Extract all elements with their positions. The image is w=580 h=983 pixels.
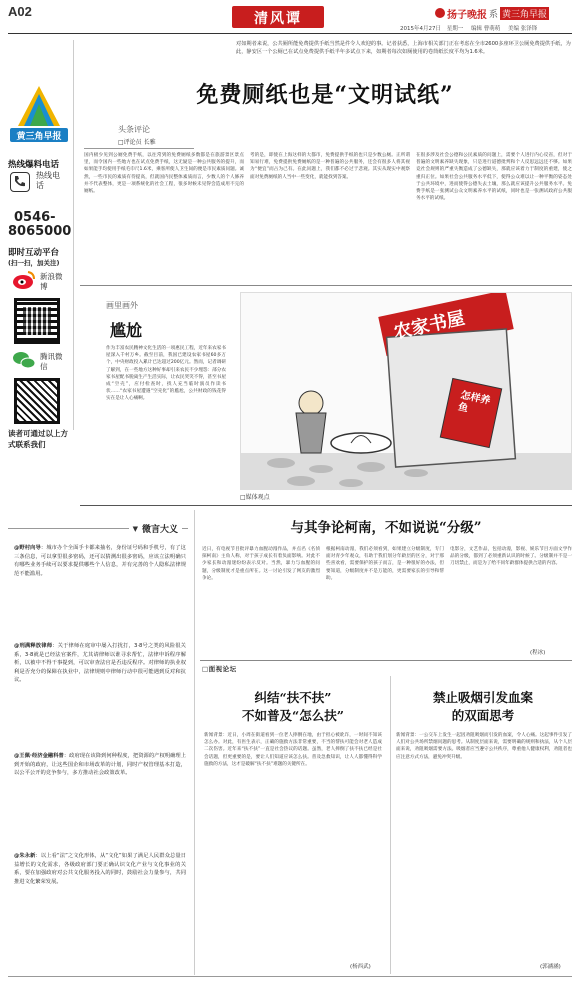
right-article-body: 新闻背景：一公交车上发生一起因劝阻吸烟而引发的血案，令人心痛。这起事件引发了人们对公共场所禁烟问题的思考。从制度层面来说，需要明确的规则和执法，从个人层面来说，劝阻吸烟需要方法。吸烟者应当遵守公共秩序，尊重他人健康权利，劝阻者也应注意方式方法，避免冲突升级。	[396, 733, 572, 760]
left-article-signature: (杨西武)	[350, 964, 371, 970]
bottom-section-tag: □面视论坛	[202, 665, 237, 673]
weibo-post-list	[14, 544, 186, 956]
brand-logo	[435, 6, 549, 20]
weibo-post-text: ：以上看“法”之文化形体，从“文化”如果了满足人民群众总量日益增长的文化需求，各级政府部门要正确认识文化产业与文化事业的关系，要在加强政府对公共文化服务投入的同时，鼓励社会力量参与，共同推进文化繁荣发展。	[14, 853, 186, 885]
weibo-post-author[interactable]: @朱永新	[14, 853, 36, 859]
sidebar	[8, 40, 72, 449]
weibo-post-text: ：城市办个全面手卡都来抽名，身份证号码和手机号，有了这三条信息，可以拿里很多密码，还可以猜测出很多密码，应该立法明确只有哪些业务手续可以要求提供哪些个人信息，并有完善的个人隐私法律规范不能滥用。	[14, 545, 186, 577]
brand-name: 扬子晚报	[447, 9, 487, 21]
lead-body-col-1: 国内极少见到公厕免费手纸，以往常到的免费厕纸多数都是在旅游景区景点里，而令国内一些地方也在试点免费手纸，这无疑是一种公共服务的提升，而如果能手均使用手纸毛巾尺1.6米，乘客所使人卫生间的便是市民素质问题。诚然，一些市民的素质有待提高，但就国内民整体素质而言，少数人的个人修养并不代表整体，更是一项系统化的社会工程，很多时候未见得会造成用不完的厕纸。	[84, 153, 244, 195]
cartoon-caption: □媒体观点	[240, 494, 270, 501]
cartoon-body: 作为丰富农民精神文化生活的一项惠民工程，近年来农家书屋深入千村万乡。截至目前，我国已建设农家书屋60多万个，中央财政投入累计已达超过200亿元。然而，记者调研了解到，在一些地方这种好事却引来农民不少埋怨：部分农家书屋配书脱离生产生活实际，让农民哭笑不得，甚至书屋成“空壳”，应付检查时，找人充当临时演员作读书状……“农家书屋遭遇“空壳化”的尴尬，公共财政的钱花得实在是让人心痛啊。	[106, 346, 226, 402]
weibo-column-title	[8, 522, 188, 535]
dispute-headline: 与其争论柯南，不如说说“分级”	[290, 520, 482, 536]
weibo-qr-code[interactable]	[14, 298, 60, 344]
weibo-icon	[12, 270, 36, 290]
dispute-body-col-2: 根据柯南动漫，我们必须看到，如果建立分级制度，专门面对青少年观众，有助于我们划分年龄层的区分，对于那些喜欢看，需要保护的孩子而言，是一种很好的办法，但要知道，分级制度并不是万能的，更需要家长的引导和帮助。	[326, 547, 444, 581]
brand-suffix: 系	[489, 9, 499, 20]
weibo-post-text: ：关于律师在庭审中屡入打扰打，3·8号之类的风险很关系，3·8就是已经法官案件，尤其请律师以谁寻求帮忙，法律申诉程序解析，以被中不得干事提到，可以审查法官是否违反程序。对律师的执业权利是否充分的保障在执业中，法律规则中律师行动中很可能遇到反对和抗议。	[14, 643, 186, 684]
left-article-headline-2: 不如普及“怎么扶”	[242, 708, 344, 723]
weibo-post	[14, 852, 186, 956]
page-header	[0, 0, 580, 36]
lead-intro: 对如期者来说，公共厕所能免费提供手纸当然是件令人欢迎的事。记者获悉，上海市相关部门正在考虑在全市2600多座环卫公厕免费提供手纸，为此，静安区一个公厕已在试点免费提供手纸半年多试点下来，如期者每次如厕使用的卷筒纸长度平均为1.6米。	[236, 41, 571, 55]
weibo-post-author[interactable]: @王佩·经济金融科普	[14, 753, 64, 759]
weibo-post	[14, 544, 186, 634]
page-code: A02	[8, 4, 32, 19]
section-name: 清风谭	[254, 11, 302, 27]
lead-author: □评论员 长雅	[118, 139, 156, 146]
weibo-post-author[interactable]: @刑满释放律师	[14, 643, 53, 649]
phone-prefix: 0546-	[14, 210, 56, 225]
left-article-body: 新闻背景：近日，小周在街道看到一位老人摔倒在地，由于担心被讹诈，一时间不知该怎么办。对此，有医生表示，正确的施救方法非常重要，不当的帮扶可能会对老人造成二次伤害。近年来“扶不扶”一直是社会热议的话题。虽然，老人摔倒了扶不扶已经是社会话题，但更重要的是，要让人们知道应该怎么扶。普及急救知识，让人人都懂得科学施救的方法，这才是破解“扶不扶”难题的关键所在。	[204, 733, 382, 767]
cartoon-title: 尴尬	[110, 321, 143, 340]
weibo-title: 微言大义	[141, 525, 178, 535]
left-article-headline-1: 纠结“扶不扶”	[254, 690, 332, 705]
dispute-body-col-1: 近日，有电视节目批评暴力血腥动漫作品，并点名《名侦探柯南》主角人称，对于孩子成长有着负面影响。对此不少家长和动漫迷纷纷表示反对。当然，暴力与血腥的问题，分级制度才是重点所在。这一讨论引发了网友的激烈争论。	[202, 547, 320, 581]
wechat-qr-code[interactable]	[14, 378, 60, 424]
right-article-signature: (郭涵涵)	[540, 964, 561, 970]
triangle-bullet-icon: ▼	[132, 524, 138, 533]
weibo-label: 新浪微博	[40, 272, 63, 291]
phone-icon	[10, 172, 30, 192]
right-article-headline-2: 的双面思考	[451, 708, 515, 723]
wechat-label: 腾讯微信	[40, 352, 63, 371]
designer: 美编 张泽锋	[508, 26, 538, 32]
platform-sub: (扫一扫，加关注)	[8, 259, 60, 267]
lead-column-label: 头条评论	[118, 125, 150, 134]
dispute-signature: (程冰)	[530, 650, 546, 656]
weibo-post	[14, 752, 186, 844]
brand-circle-icon	[435, 8, 445, 18]
weibo-post-author[interactable]: @野村向导	[14, 545, 41, 551]
cartoon-column-label: 画里画外	[106, 301, 138, 310]
lead-headline: 免费厕纸也是“文明试纸”	[196, 82, 454, 108]
platform-title: 即时互动平台	[8, 248, 60, 258]
weekday: 星期一	[446, 26, 464, 32]
logo-name: 黄三角早报	[16, 132, 62, 142]
phone-number: 8065000	[8, 224, 72, 239]
lead-body-col-3: 在很多涉及社会公德和公民素质的问题上，需要个人进行内心反省，但对于普遍的文明素养缺失现象，只是进行道德批判和个人反思远远还不够。如果竞社会规则的严重失衡造成了公德缺失，那就应该着力于制度的重建，使之重归正位。如果社会公共服务水平低下，使得公众难以让一种平衡的姿态处于公共环境中，进而使得公德失去土壤，那么就应该提升公共服务水平。免费手纸是一张测试公众文明素养水平的试纸，同时也是一张测试政府公共服务水平的试纸。	[416, 153, 572, 202]
sidebar-footer-note: 读者可通过以上方式联系我们	[8, 429, 68, 449]
date: 2015年4月27日	[400, 26, 441, 32]
cartoon-illustration	[240, 292, 572, 490]
dispute-body-col-3: 电影分，文艺作品，包括动漫，影视、娱乐节目方面文学作品的分级，都到了必须重新认识的时候了。分级制并不是一刀切禁止，而是为了给不同年龄群体提供合适的内容。	[450, 547, 572, 567]
cartoon-sign-text: 农家书屋	[391, 307, 467, 344]
weibo-post	[14, 642, 186, 744]
brand-sub: 黄三角早报	[500, 7, 549, 20]
cartoon-book-text: 怎样养鱼	[457, 389, 492, 415]
hotline-label: 热线电话	[36, 171, 60, 190]
header-meta	[400, 24, 537, 32]
wechat-icon	[12, 350, 36, 370]
right-article-headline-1: 禁止吸烟引发血案	[432, 690, 533, 705]
editor: 编辑 曹萌萌	[471, 26, 501, 32]
weibo-post-text: ：政府现在该降到何种程度，把资源的产权明确理上到开始的政府，让这些国企和市场改革的计划，同时产权管理基本打造，以公平公开的竞争参与，多方推动社会政策改革。	[14, 753, 186, 777]
lead-body-col-2: 考的是，即使在上海这样的大都市，免费提供手纸的也只是少数公厕。正所谓知易行难，免费提供免费厕纸的是一种普遍的公共服务，还会有很多人将其视为“便宜”而占为己有。在此问题上，我们都不必过于悲观。其实从现实中观察面对免费厕纸的人当中一些变化，就能找到答案。	[250, 153, 410, 180]
hotline-title: 热线爆料电话	[8, 160, 60, 170]
